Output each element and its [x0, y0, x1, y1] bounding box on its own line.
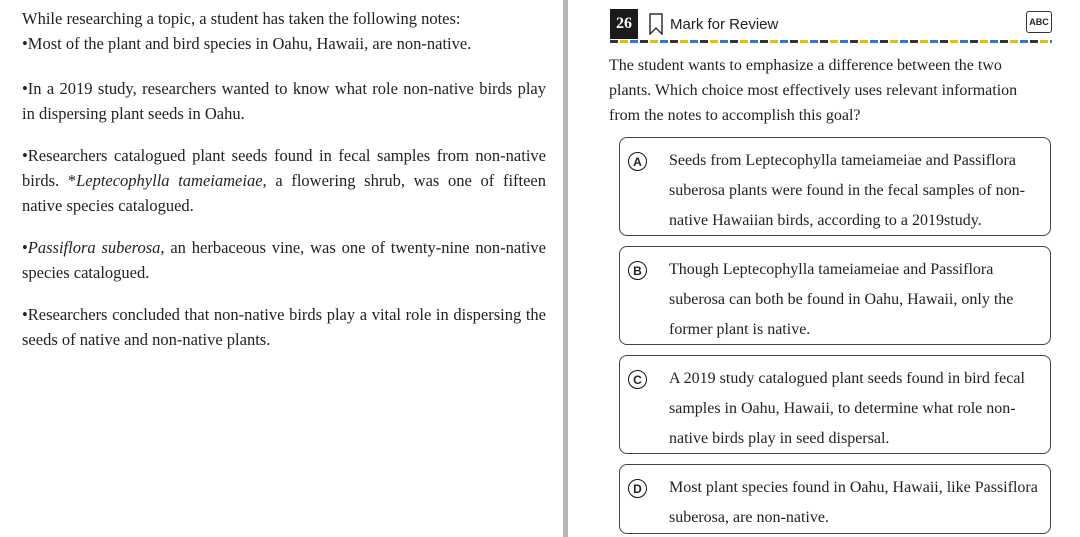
note-3-species: Leptecophylla tameiameiae: [76, 171, 263, 190]
note-3-end: , a flowering shrub, was one of fifteen native species catalogued.: [22, 171, 547, 215]
choice-d[interactable]: [619, 464, 1051, 534]
header-divider: [610, 40, 1052, 43]
note-3: [22, 143, 546, 218]
choice-text: Though Leptecophylla tameiameiae and Passiflora suberosa can both be found in Oahu, Hawaii, only the former plant is native.: [669, 261, 1014, 338]
choice-letter: C: [628, 370, 647, 389]
choice-text: A 2019 study catalogued plant seeds found in bird fecal samples in Oahu, Hawaii, to determine what role non-native birds play in seed dispersal.: [669, 370, 1025, 447]
note-4-bullet: •: [22, 238, 28, 257]
question-panel: [568, 0, 1080, 537]
choice-letter: D: [628, 479, 647, 498]
choice-text: Most plant species found in Oahu, Hawaii, like Passiflora suberosa, are non-native.: [669, 479, 1038, 526]
note-4-end: , an herbaceous vine, was one of twenty-nine non-native species catalogued.: [22, 238, 546, 282]
question-number: 26: [610, 9, 638, 39]
bookmark-icon[interactable]: [649, 13, 663, 35]
choice-letter: B: [628, 261, 647, 280]
choice-c[interactable]: [619, 355, 1051, 454]
choice-text: Seeds from Leptecophylla tameiameiae and Passiflora suberosa plants were found in the fecal samples of non-native Hawaiian birds, according to a 2019study.: [669, 152, 1025, 229]
choice-letter: A: [628, 152, 647, 171]
abc-label: ABC: [1029, 17, 1049, 27]
mark-for-review-button[interactable]: Mark for Review: [670, 15, 779, 33]
note-4: [22, 235, 546, 285]
answer-eliminator-icon[interactable]: [1026, 11, 1052, 33]
choice-b[interactable]: [619, 246, 1051, 345]
notes-intro: While researching a topic, a student has taken the following notes:: [22, 9, 461, 28]
question-header: [610, 8, 1052, 40]
note-3-start: •Researchers catalogued plant seeds found in fecal samples from non-native birds. *: [22, 146, 546, 190]
note-1: •Most of the plant and bird species in Oahu, Hawaii, are non-native.: [22, 34, 472, 53]
question-prompt: The student wants to emphasize a difference between the two plants. Which choice most effectively uses relevant information from the notes to accomplish this goal?: [609, 57, 1018, 124]
note-4-species: Passiflora suberosa: [27, 238, 161, 257]
note-5: •Researchers concluded that non-native birds play a vital role in dispersing the seeds of native and non-native plants.: [22, 305, 546, 349]
choice-a[interactable]: [619, 137, 1051, 236]
note-2: •In a 2019 study, researchers wanted to know what role non-native birds play in dispersing plant seeds in Oahu.: [22, 79, 546, 123]
